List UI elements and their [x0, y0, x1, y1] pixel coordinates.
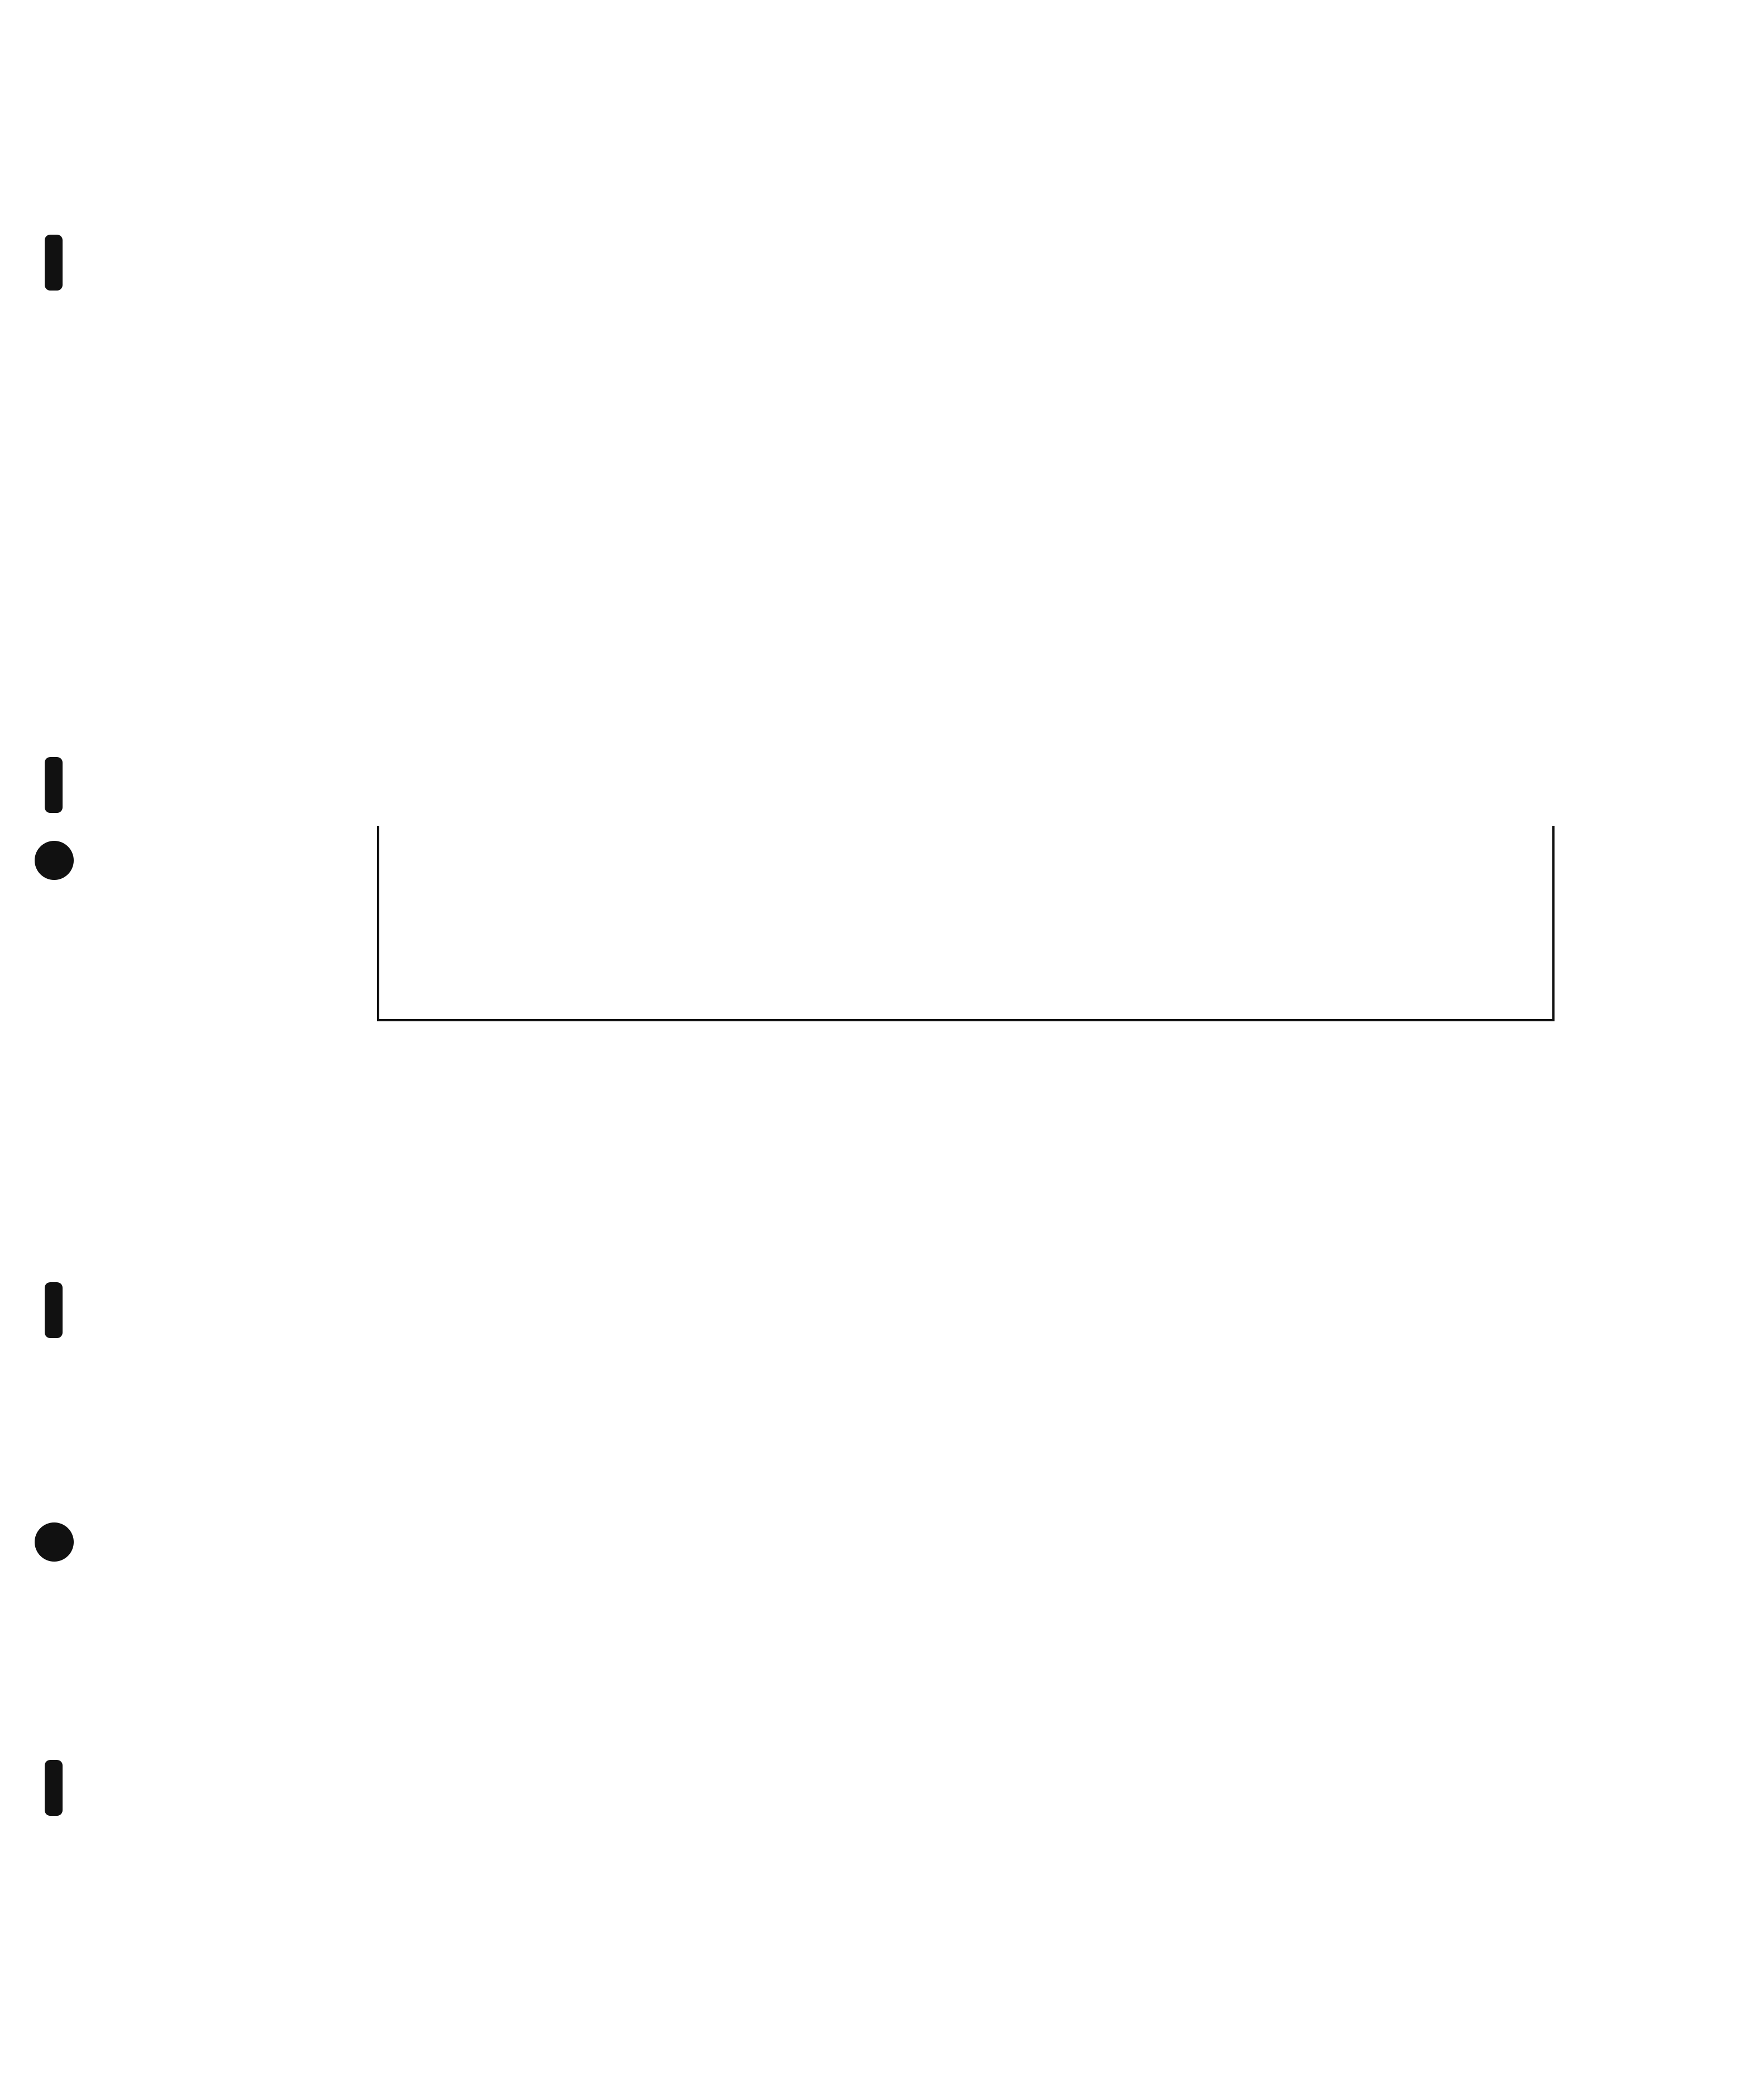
key-table: [377, 826, 1555, 1021]
